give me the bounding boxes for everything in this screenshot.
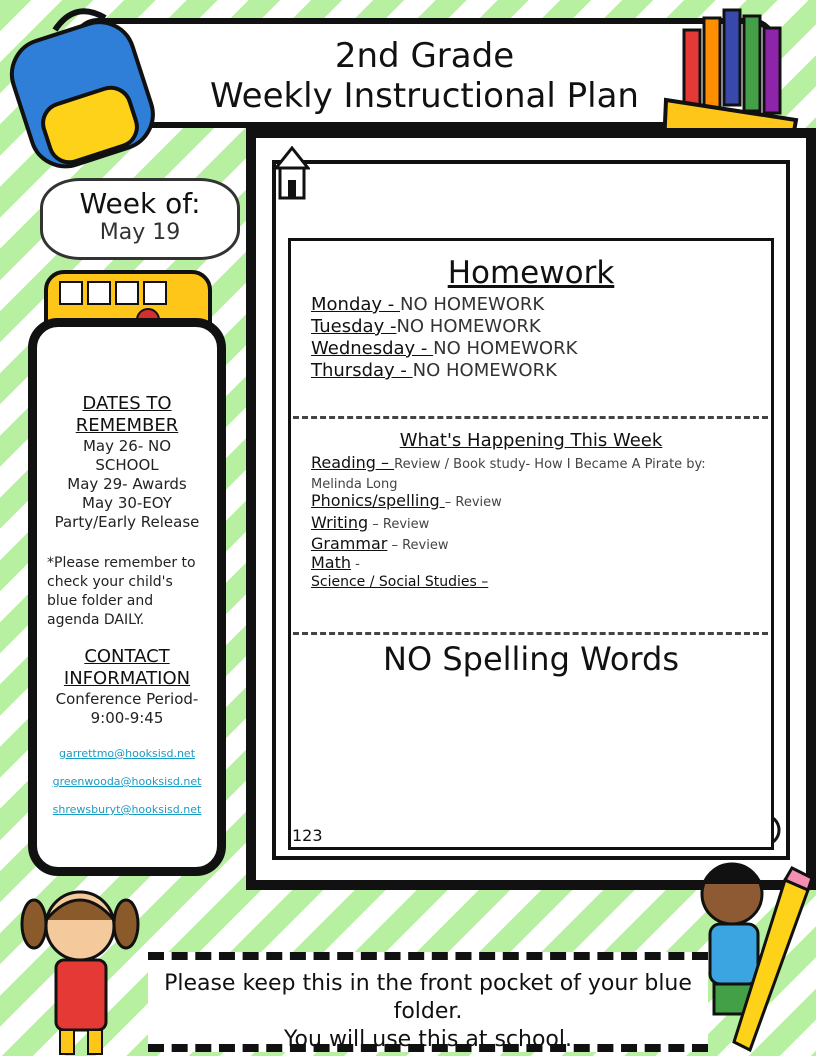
subject-label: Grammar xyxy=(311,534,388,553)
email-link[interactable]: greenwooda@hooksisd.net xyxy=(52,775,202,788)
homework-title: Homework xyxy=(447,255,615,291)
homework-day: Monday - xyxy=(311,294,400,315)
subject-value: Review / Book study- How I Became A Pirate by: Melinda Long xyxy=(311,457,706,492)
dates-heading-1: DATES TO xyxy=(82,393,172,414)
subject-value: – Review xyxy=(387,538,449,553)
folder-reminder-note: *Please remember to check your child's blue folder and agenda DAILY. xyxy=(47,555,196,628)
subject-row xyxy=(311,572,751,592)
girl-with-book-icon xyxy=(18,880,148,1056)
contact-heading-2: INFORMATION xyxy=(63,668,191,689)
conference-period: Conference Period- xyxy=(55,690,199,708)
subject-label: Science / Social Studies – xyxy=(311,574,489,590)
subject-label: Writing xyxy=(311,513,369,532)
dates-heading-2: REMEMBER xyxy=(75,415,179,436)
date-item: May 30-EOY xyxy=(82,494,172,512)
counting-doodle: 123 xyxy=(292,826,323,845)
title-line-1: 2nd Grade xyxy=(334,36,515,76)
homework-row xyxy=(311,316,541,337)
homework-day: Tuesday - xyxy=(311,316,397,337)
subject-label: Math xyxy=(311,553,352,572)
homework-value: NO HOMEWORK xyxy=(396,316,541,337)
homework-day: Wednesday - xyxy=(311,338,434,359)
email-link[interactable]: shrewsburyt@hooksisd.net xyxy=(52,803,202,816)
email-link[interactable]: garrettmo@hooksisd.net xyxy=(58,747,196,760)
spelling-words-heading: NO Spelling Words xyxy=(383,640,679,678)
footer-note xyxy=(148,952,708,1052)
subject-value: – Review xyxy=(444,495,502,510)
contact-heading-1: CONTACT xyxy=(84,646,170,667)
title-line-2: Weekly Instructional Plan xyxy=(210,76,639,116)
footer-line-2: folder. xyxy=(393,999,463,1024)
subject-value: - xyxy=(351,557,360,572)
boy-with-pencil-icon xyxy=(690,850,816,1056)
week-of-box xyxy=(40,178,240,260)
homework-row xyxy=(311,338,577,359)
homework-value: NO HOMEWORK xyxy=(412,360,557,381)
sidebar-panel xyxy=(28,318,226,876)
footer-line-1: Please keep this in the front pocket of your blue xyxy=(164,971,692,996)
homework-value: NO HOMEWORK xyxy=(433,338,578,359)
homework-value: NO HOMEWORK xyxy=(400,294,545,315)
date-item: May 29- Awards xyxy=(67,475,187,493)
subject-row xyxy=(311,492,751,512)
subject-label: Reading – xyxy=(311,453,395,472)
subject-row xyxy=(311,535,751,555)
section-divider xyxy=(293,632,768,635)
section-divider xyxy=(293,416,768,419)
schoolhouse-icon xyxy=(274,146,310,202)
homework-row xyxy=(311,294,544,315)
footer-line-3: You will use this at school. xyxy=(284,1027,572,1052)
date-item: Party/Early Release xyxy=(54,513,200,531)
backpack-icon xyxy=(0,0,170,180)
date-item: SCHOOL xyxy=(95,456,159,474)
subject-label: Phonics/spelling xyxy=(311,491,445,510)
subject-row xyxy=(311,514,751,534)
homework-row xyxy=(311,360,557,381)
happening-title: What's Happening This Week xyxy=(399,430,663,451)
date-item: May 26- NO xyxy=(82,437,172,455)
homework-day: Thursday - xyxy=(311,360,413,381)
week-of-label: Week of: xyxy=(79,187,201,220)
subject-value: – Review xyxy=(368,517,430,532)
week-of-value: May 19 xyxy=(99,220,181,245)
conference-time: 9:00-9:45 xyxy=(90,709,164,727)
subject-row xyxy=(311,554,751,574)
subject-row xyxy=(311,454,751,494)
